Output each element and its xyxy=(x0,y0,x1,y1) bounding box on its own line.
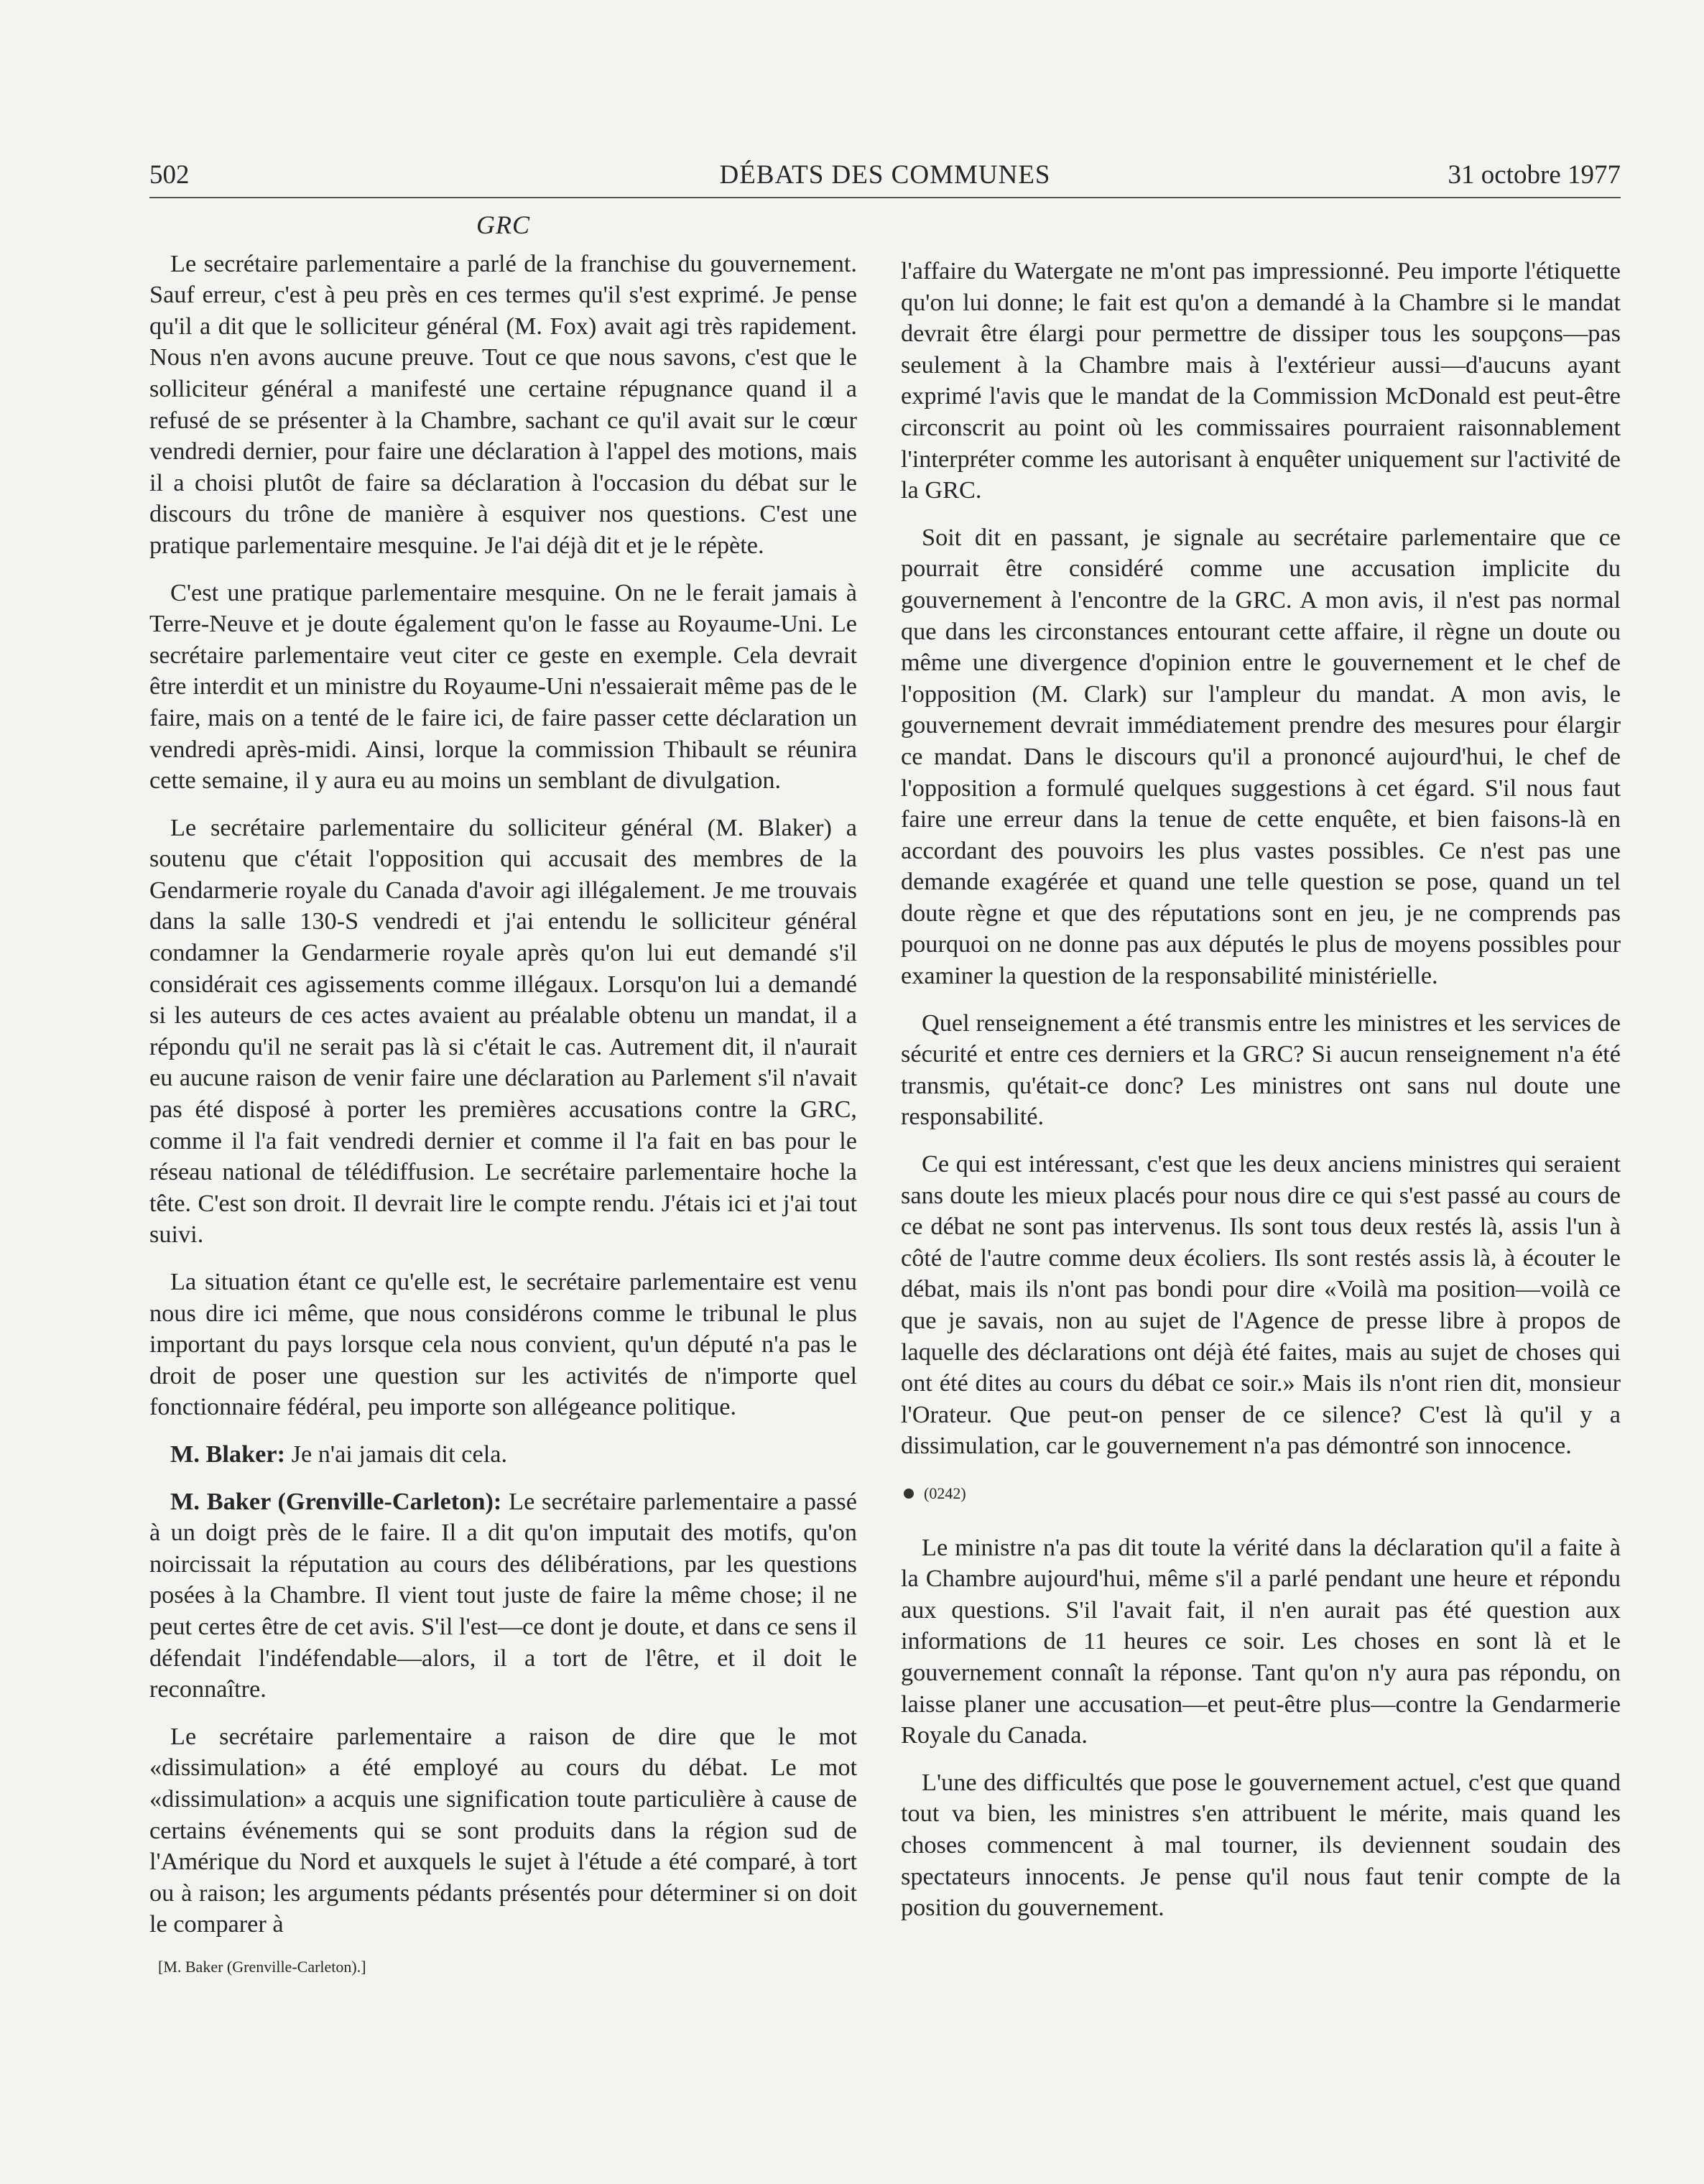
paragraph: Ce qui est intéressant, c'est que les deux anciens ministres qui seraient sans doute les mieux placés pour nous dire ce qui s'est passé au cours de ce débat ne sont pas intervenus. Ils sont tous deux restés là, assis l'un à côté de l'autre comme deux écoliers. Ils sont restés assis là, à écouter le débat, mais ils n'ont pas bondi pour dire «Voilà ma position—voilà ce que je savais, non au sujet de l'Agence de presse libre à propos de laquelle des déclarations ont déjà été faites, mais au sujet de choses qui ont été dites au cours du débat ce soir.» Mais ils n'ont rien dit, monsieur l'Orateur. Que peut-on penser de ce silence? C'est là qu'il y a dissimulation, car le gouvernement n'a pas démontré son innocence. xyxy=(901,1150,1621,1460)
speech-paragraph xyxy=(149,1486,857,1706)
page-number: 502 xyxy=(149,160,190,190)
right-column xyxy=(901,256,1621,1940)
speaker-name: M. Blaker: xyxy=(170,1440,286,1468)
paragraph: C'est une pratique parlementaire mesquine. On ne le ferait jamais à Terre-Neuve et je doute également qu'on le fasse au Royaume-Uni. Le secrétaire parlementaire veut citer ce geste en exemple. Cela devrait être interdit et un ministre du Royaume-Uni n'essaierait même pas de le faire, mais on a tenté de le faire ici, de faire passer cette déclaration un vendredi après-midi. Ainsi, lorque la commission Thibault se réunira cette semaine, il y aura eu au moins un semblant de divulgation. xyxy=(149,578,857,795)
paragraph: Le ministre n'a pas dit toute la vérité dans la déclaration qu'il a faite à la Chambre aujourd'hui, même s'il a parlé pendant une heure et répondu aux questions. S'il l'avait fait, il n'en aurait pas été question aux informations de 11 heures ce soir. Les choses en sont là et le gouvernement connaît la réponse. Tant qu'on n'y aura pas répondu, on laisse planer une accusation—et peut-être plus—contre la Gendarmerie Royale du Canada. xyxy=(901,1533,1621,1749)
paragraph: La situation étant ce qu'elle est, le secrétaire parlementaire est venu nous dire ici même, que nous considérons comme le tribunal le plus important du pays lorsque cela nous convient, qu'un député n'a pas le droit de poser une question sur les activités de n'importe quel fonctionnaire fédéral, peu importe son allégeance politique. xyxy=(149,1268,857,1421)
speech-text: Je n'ai jamais dit cela. xyxy=(291,1440,508,1468)
bullet-icon xyxy=(904,1489,914,1499)
publication-title: DÉBATS DES COMMUNES xyxy=(719,160,1051,190)
timestamp: (0242) xyxy=(924,1484,966,1502)
speaker-footnote: [M. Baker (Grenville-Carleton).] xyxy=(158,1957,366,1976)
paragraph: Le secrétaire parlementaire a parlé de la franchise du gouvernement. Sauf erreur, c'est à peu près en ces termes qu'il s'est exprimé. Je pense qu'il a dit que le solliciteur général (M. Fox) avait agi très rapidement. Nous n'en avons aucune preuve. Tout ce que nous savons, c'est que le solliciteur général a manifesté une certaine répugnance quand il a refusé de se présenter à la Chambre, sachant ce qu'il avait sur le cœur vendredi dernier, pour faire une déclaration à l'appel des motions, mais il a choisi plutôt de faire sa déclaration à l'occasion du débat sur le discours du trône de manière à esquiver nos questions. C'est une pratique parlementaire mesquine. Je l'ai déjà dit et je le répète. xyxy=(149,249,857,559)
paragraph: L'une des difficultés que pose le gouvernement actuel, c'est que quand tout va bien, les ministres s'en attribuent le mérite, mais quand les choses commencent à mal tourner, ils deviennent soudain des spectateurs innocents. Je pense qu'il nous faut tenir compte de la position du gouvernement. xyxy=(901,1768,1621,1922)
paragraph: Quel renseignement a été transmis entre les ministres et les services de sécurité et entre ces derniers et la GRC? Si aucun renseignement n'a été transmis, qu'était-ce donc? Les ministres ont sans nul doute une responsabilité. xyxy=(901,1009,1621,1131)
paragraph: Soit dit en passant, je signale au secrétaire parlementaire que ce pourrait être considéré comme une accusation implicite du gouvernement à l'encontre de la GRC. A mon avis, il n'est pas normal que dans les circonstances entourant cette affaire, il règne un doute ou même une divergence d'opinion entre le gouvernement et le chef de l'opposition (M. Clark) sur l'ampleur du mandat. A mon avis, le gouvernement devrait immédiatement prendre des mesures pour élargir ce mandat. Dans le discours qu'il a prononcé aujourd'hui, le chef de l'opposition a formulé quelques suggestions à cet égard. S'il nous faut faire une erreur dans la tenue de cette enquête, et bien faisons-là en accordant des pouvoirs les plus vastes possibles. Ce n'est pas une demande exagérée et quand une telle question se pose, quand un tel doute règne et que des réputations sont en jeu, je ne comprends pas pourquoi on ne donne pas aux députés le plus de moyens possibles pour examiner la question de la responsabilité ministérielle. xyxy=(901,523,1621,990)
speech-text: Le secrétaire parlementaire a passé à un doigt près de le faire. Il a dit qu'on imputait des motifs, qu'on noircissait la réputation au cours des délibérations, par les questions posées à la Chambre. Il vient tout juste de faire la même chose; il ne peut certes être de cet avis. S'il l'est—ce dont je doute, et dans ce sens il défendait l'indéfendable—alors, il a tort de l'être, et il doit le reconnaître. xyxy=(149,1487,857,1703)
paragraph: Le secrétaire parlementaire du solliciteur général (M. Blaker) a soutenu que c'était l'opposition qui accusait des membres de la Gendarmerie royale du Canada d'avoir agi illégalement. Je me trouvais dans la salle 130-S vendredi et j'ai entendu le solliciteur général condamner la Gendarmerie royale après qu'on lui eut demandé s'il considérait ces agissements comme illégaux. Lorsqu'on lui a demandé si les auteurs de ces actes avaient au préalable obtenu un mandat, il a répondu qu'il ne serait pas là si c'était le cas. Autrement dit, il n'aurait eu aucune raison de venir faire une déclaration au Parlement s'il n'avait pas été disposé à porter les premières accusations contre la GRC, comme il l'a fait vendredi dernier et comme il l'a fait en bas pour le réseau national de télédiffusion. Le secrétaire parlementaire hoche la tête. C'est son droit. Il devrait lire le compte rendu. J'étais ici et j'ai tout suivi. xyxy=(149,813,857,1249)
paragraph: l'affaire du Watergate ne m'ont pas impressionné. Peu importe l'étiquette qu'on lui donne; le fait est qu'on a demandé à la Chambre si le mandat devrait être élargi pour permettre de dissiper tous les soupçons—pas seulement à la Chambre mais à l'extérieur aussi—d'aucuns ayant exprimé l'avis que le mandat de la Commission McDonald est peut-être circonscrit au point où les commissaires pourraient raisonnablement l'interpréter comme les autorisant à enquêter uniquement sur l'activité de la GRC. xyxy=(901,257,1621,504)
timestamp-marker xyxy=(901,1478,1621,1509)
section-title: GRC xyxy=(476,210,530,239)
page-header xyxy=(149,154,1621,198)
left-column xyxy=(149,210,857,1978)
paragraph: Le secrétaire parlementaire a raison de dire que le mot «dissimulation» a été employé au cours du débat. Le mot «dissimulation» a acquis une signification toute particulière à cause de certains événements qui se sont produits dans la région sud de l'Amérique du Nord et auxquels le sujet à l'étude a été comparé, à tort ou à raison; les arguments pédants présentés pour déterminer si on doit le comparer à xyxy=(149,1722,857,1938)
page-date: 31 octobre 1977 xyxy=(1448,160,1621,190)
speaker-name: M. Baker (Grenville-Carleton): xyxy=(170,1487,502,1515)
speech-paragraph xyxy=(149,1439,857,1471)
